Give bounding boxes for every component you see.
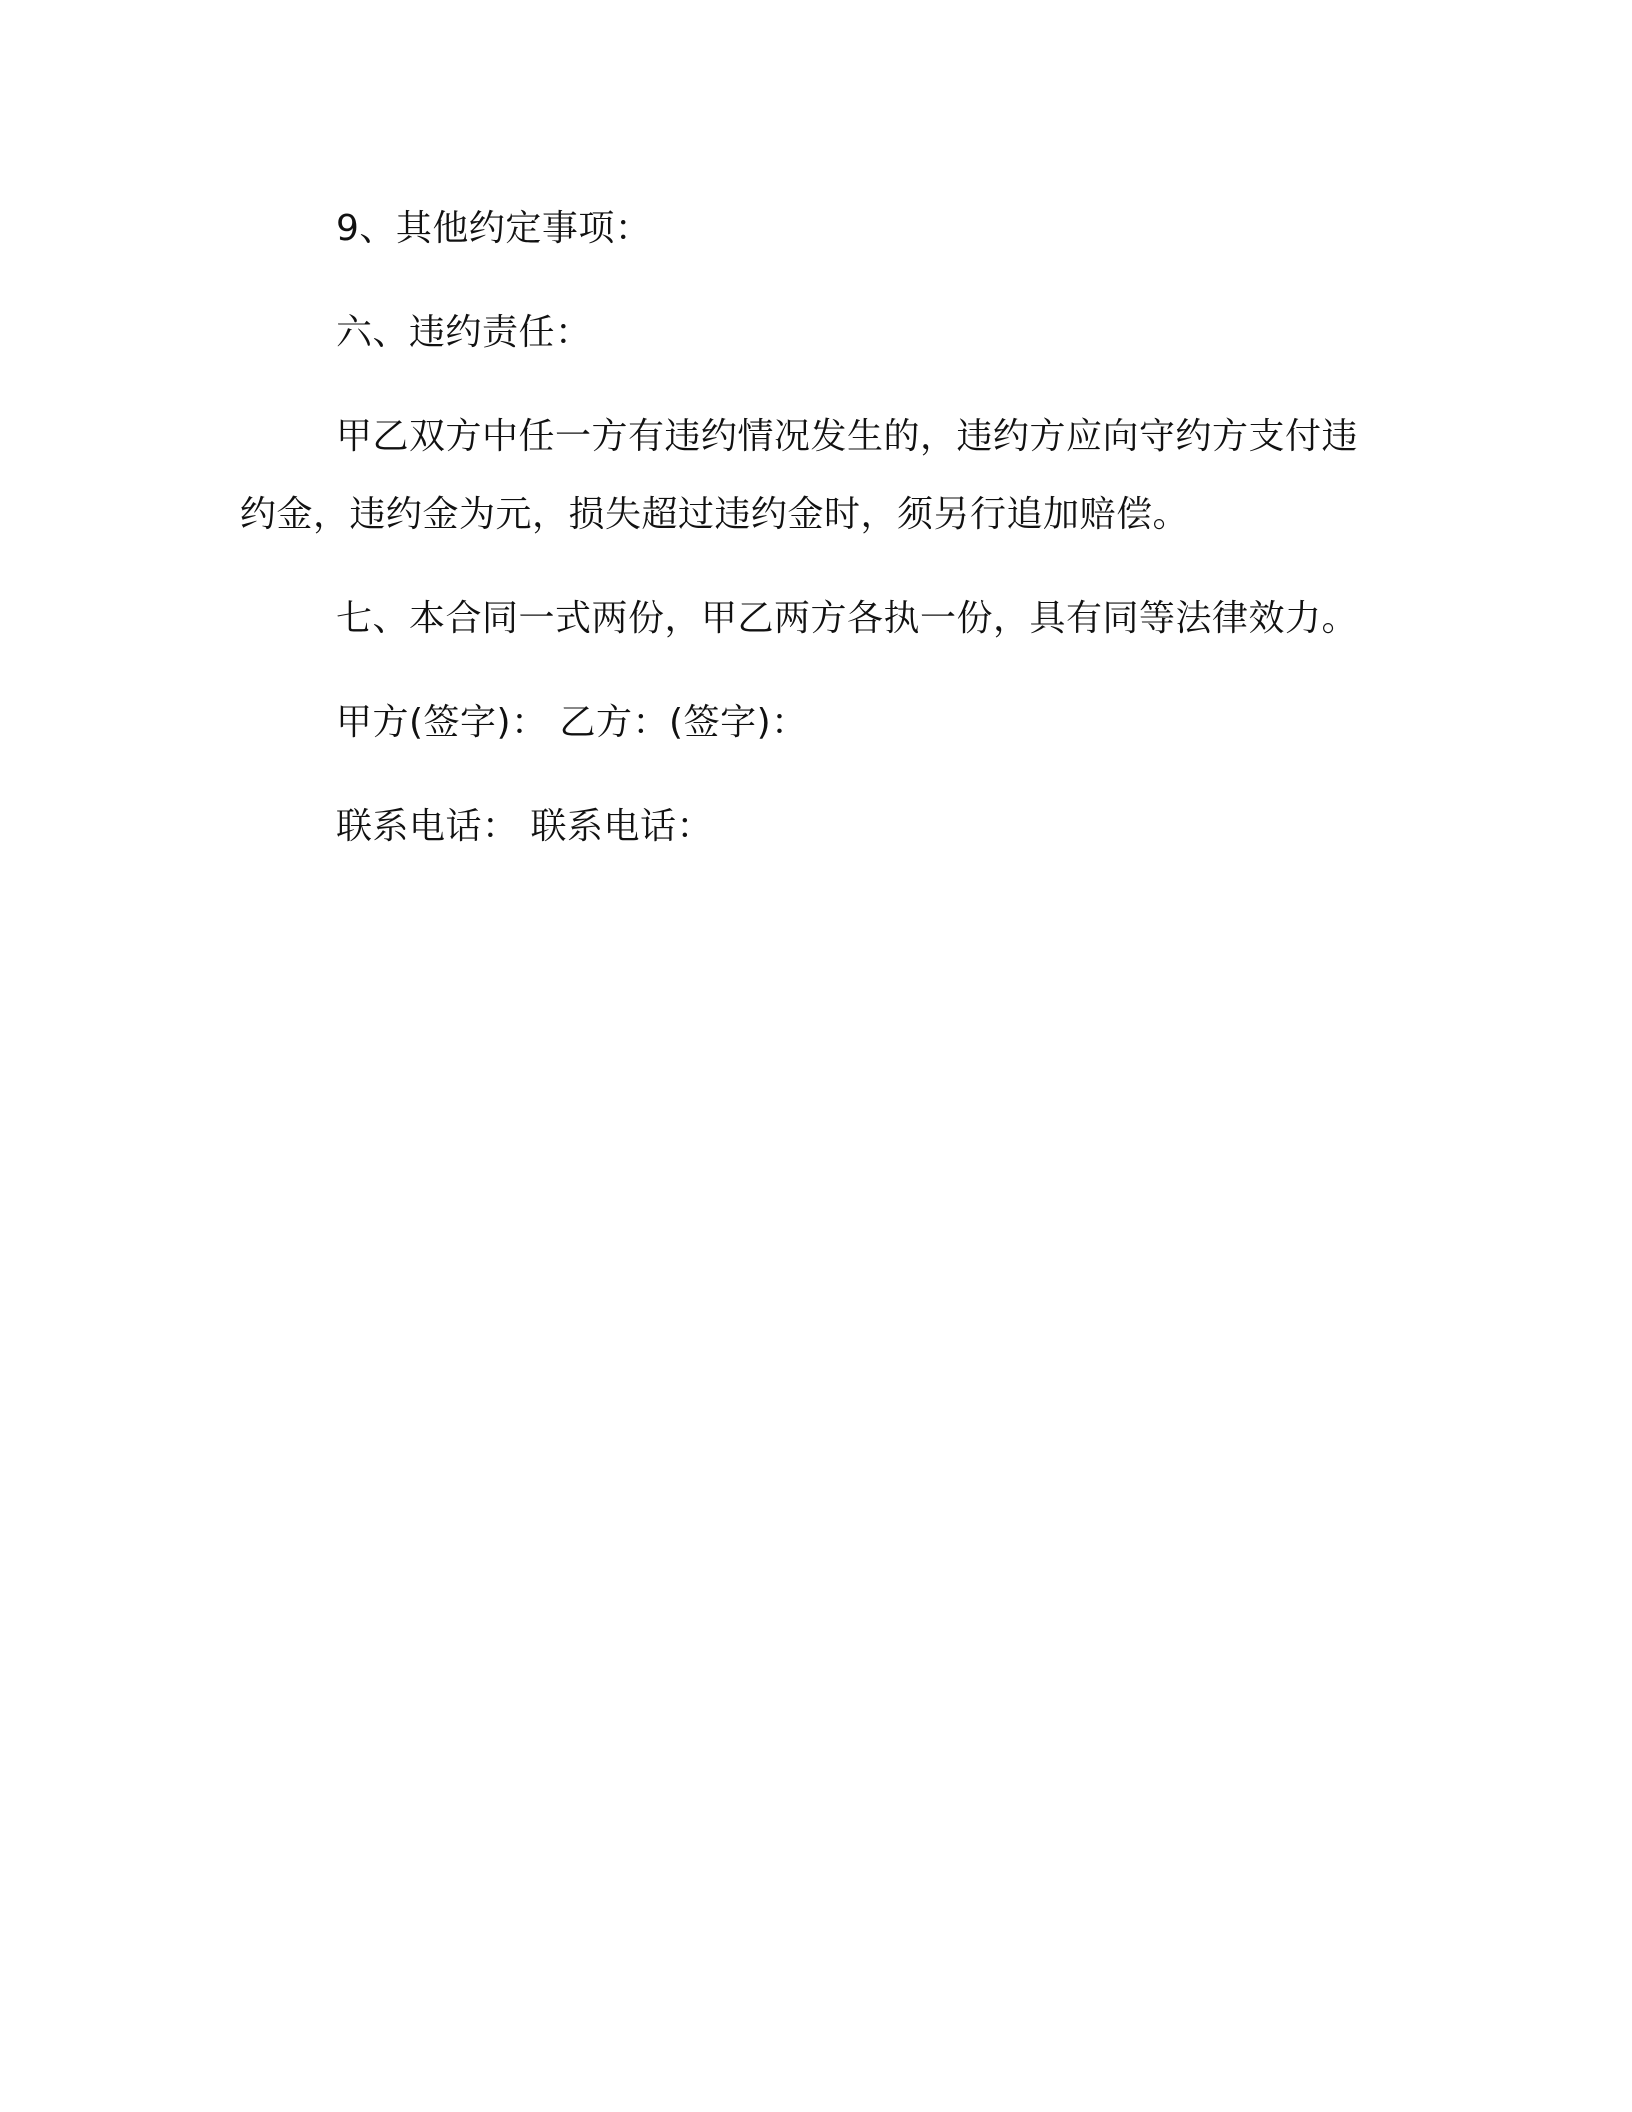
contact-phone-line: 联系电话： 联系电话： (336, 806, 713, 847)
signature-line: 甲方(签字)： 乙方：(签字)： (336, 702, 808, 743)
breach-liability-text: 甲乙双方中任一方有违约情况发生的，违约方应向守约方支付违约金，违约金为元，损失超过违约金时，须另行追加赔偿。 (240, 416, 1359, 535)
section-6-heading-breach-liability: 六、违约责任： (336, 312, 592, 353)
document-body (240, 190, 1380, 892)
section-7-copies-clause: 七、本合同一式两份，甲乙两方各执一份，具有同等法律效力。 (336, 598, 1359, 639)
clause-9-other-terms: 9、其他约定事项： (336, 208, 652, 249)
